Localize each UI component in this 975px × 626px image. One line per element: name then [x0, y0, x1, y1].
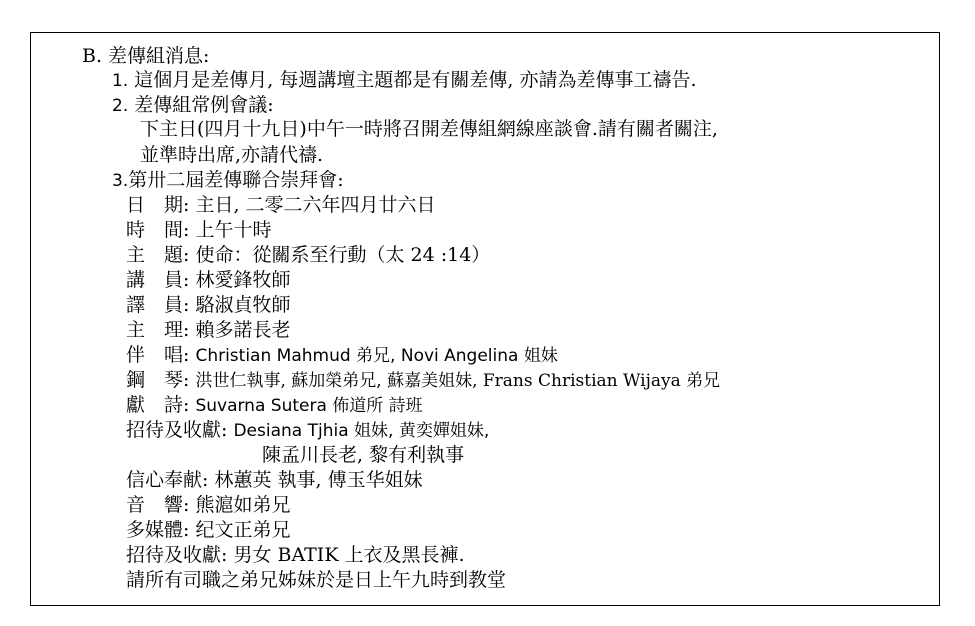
- detail-label: 招待及收獻:: [126, 419, 228, 441]
- detail-value: 熊滬如弟兄: [195, 494, 291, 516]
- detail-theme: [126, 243, 490, 267]
- detail-label: 講 員:: [126, 269, 190, 291]
- detail-dress-code: [126, 543, 465, 567]
- detail-ushers-cont: 陳孟川長老, 黎有利執事: [262, 444, 465, 466]
- item-2-line-3: 並準時出席,亦請代禱.: [140, 144, 324, 166]
- detail-label: 日 期:: [126, 194, 190, 216]
- detail-translator: [126, 293, 290, 317]
- section-heading: B. 差傳組消息:: [82, 45, 210, 67]
- detail-sound: [126, 493, 290, 517]
- item-number: 3.: [112, 171, 129, 191]
- detail-choir: [126, 393, 423, 418]
- item-3: [112, 168, 344, 193]
- item-number: 1.: [112, 71, 129, 91]
- detail-label: 鋼 琴:: [126, 369, 190, 391]
- item-text: 這個月是差傳月, 每週講壇主題都是有關差傳, 亦請為差傳事工禱告.: [134, 69, 697, 91]
- detail-label: 音 響:: [126, 494, 190, 516]
- detail-value: 上午十時: [195, 219, 272, 241]
- detail-label: 多媒體:: [126, 519, 190, 541]
- detail-label: 譯 員:: [126, 294, 190, 316]
- detail-speaker: [126, 268, 290, 292]
- detail-value: 林蕙英 執事, 傅玉华姐妹: [214, 469, 423, 491]
- detail-label: 招待及收獻:: [126, 544, 228, 566]
- item-text: 差傳組常例會議:: [134, 94, 274, 116]
- detail-accompanist: [126, 343, 558, 368]
- detail-ushers: [126, 418, 489, 443]
- detail-label: 主 理:: [126, 319, 190, 341]
- detail-value: 主日, 二零二六年四月廿六日: [195, 194, 436, 216]
- item-2: [112, 93, 274, 118]
- detail-value: 男女 BATIK 上衣及黑長褲.: [233, 544, 465, 566]
- detail-multimedia: [126, 518, 290, 542]
- detail-label: 時 間:: [126, 219, 190, 241]
- item-text: 第卅二屆差傳聯合崇拜會:: [128, 169, 344, 191]
- detail-presider: [126, 318, 290, 342]
- detail-value: 林愛鋒牧師: [195, 269, 291, 291]
- item-2-line-2: 下主日(四月十九日)中午一時將召開差傳組網線座談會.請有關者關注,: [140, 118, 718, 140]
- detail-value: 駱淑貞牧師: [195, 294, 291, 316]
- detail-label: 伴 唱:: [126, 344, 190, 366]
- detail-label: 信心奉献:: [126, 469, 209, 491]
- detail-label: 獻 詩:: [126, 394, 190, 416]
- item-number: 2.: [112, 96, 129, 116]
- detail-label: 主 題:: [126, 244, 190, 266]
- detail-time: [126, 218, 271, 242]
- detail-piano: [126, 368, 720, 393]
- detail-value: Suvarna Sutera 佈道所 詩班: [195, 396, 423, 416]
- detail-value: 洪世仁執事, 蘇加榮弟兄, 蘇嘉美姐妹, Frans Christian Wijaya 弟兄: [195, 371, 721, 391]
- detail-value: Desiana Tjhia 姐妹, 黄奕嬋姐妹,: [233, 421, 490, 441]
- item-1: [112, 68, 696, 93]
- detail-value: 使命：從關系至行動（太 24 :14）: [195, 244, 491, 266]
- detail-value: 纪文正弟兄: [195, 519, 291, 541]
- detail-offering: [126, 468, 423, 492]
- detail-date: [126, 193, 436, 217]
- detail-reminder: 請所有司職之弟兄姊妹於是日上午九時到教堂: [126, 569, 507, 591]
- detail-value: 賴多諾長老: [195, 319, 291, 341]
- detail-value: Christian Mahmud 弟兄, Novi Angelina 姐妹: [195, 346, 558, 366]
